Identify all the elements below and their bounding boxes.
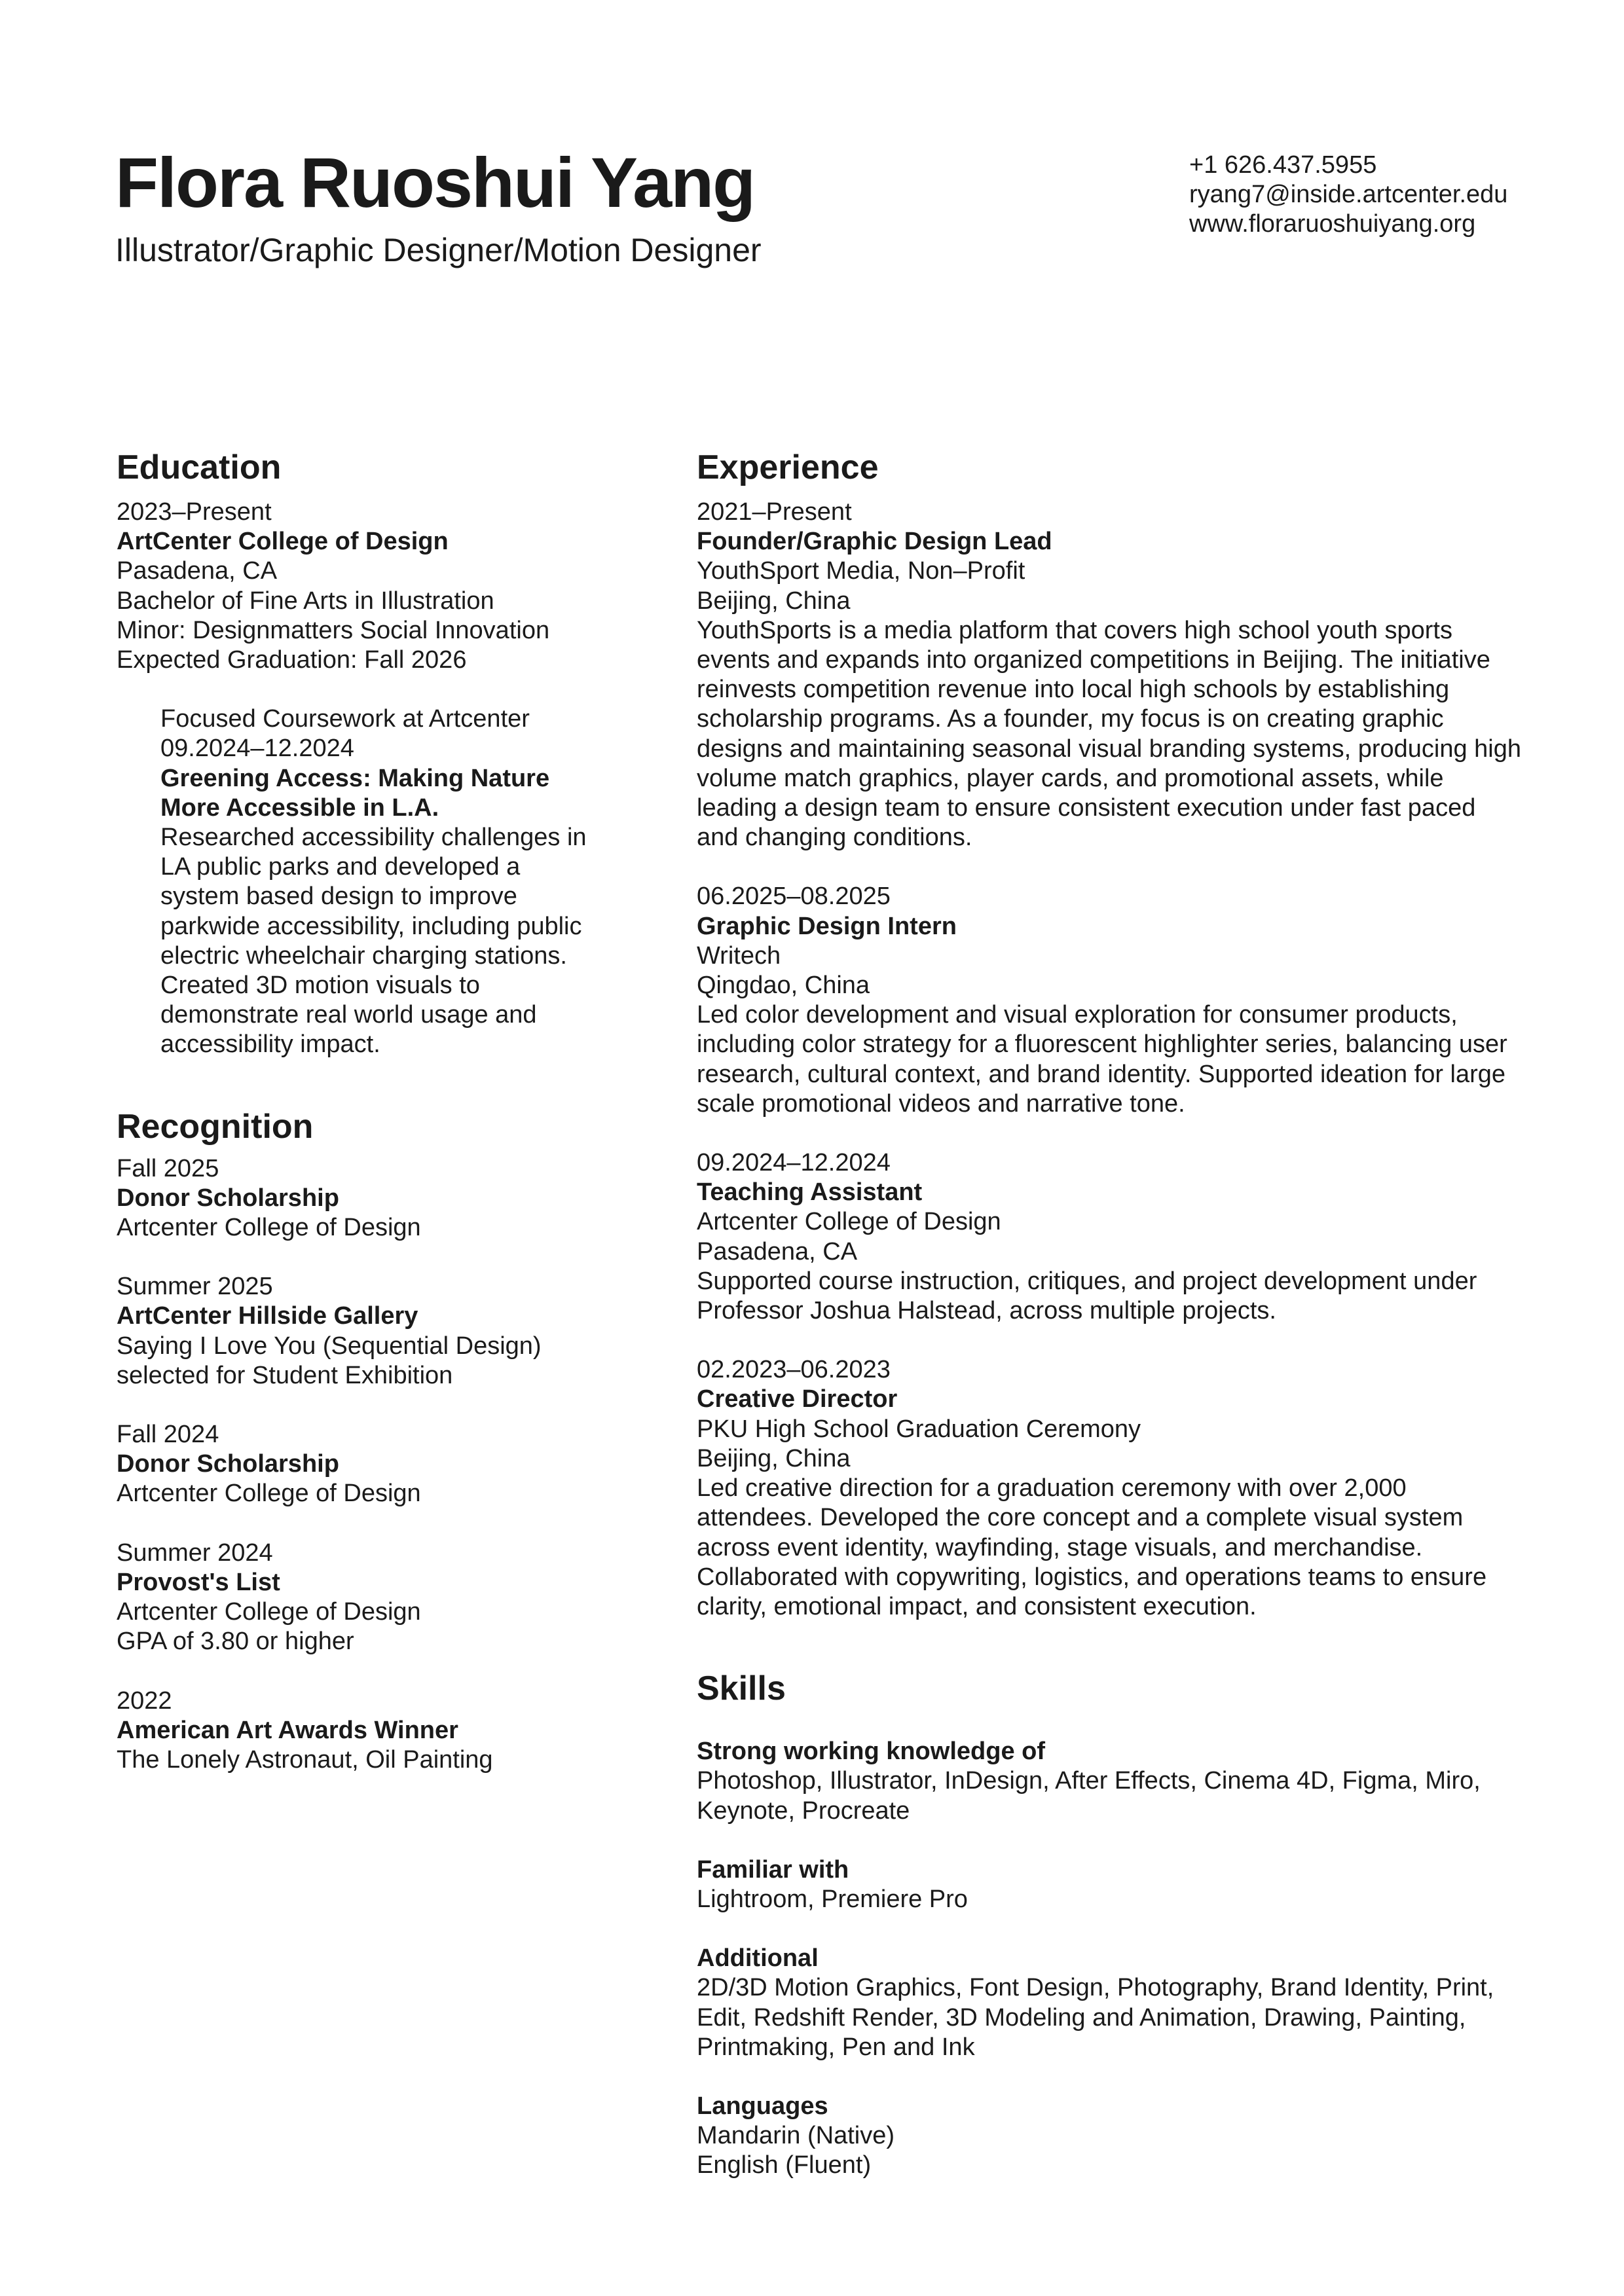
skills-group-value: Photoshop, Illustrator, InDesign, After Effects, Cinema 4D, Figma, Miro, Keynote, Procreate — [697, 1767, 1481, 1825]
coursework-block — [117, 704, 614, 1059]
recognition-detail: selected for Student Exhibition — [117, 1361, 453, 1389]
right-column — [697, 445, 1548, 2181]
education-date: 2023–Present — [117, 498, 272, 526]
experience-heading: Experience — [697, 448, 879, 486]
recognition-item — [117, 1539, 614, 1657]
skills-group — [697, 1855, 1548, 1914]
experience-role: Graphic Design Intern — [697, 912, 957, 940]
experience-description: Led creative direction for a graduation ceremony with over 2,000 attendees. Developed the core concept and a complete visual system across event identity, wayfinding, stage visuals, and merchandise. Collaborated with copywriting, logistics, and operations teams to ensure clarity, emotional impact, and consistent execution. — [697, 1474, 1487, 1620]
left-column — [117, 445, 614, 1775]
recognition-detail: GPA of 3.80 or higher — [117, 1628, 354, 1656]
recognition-title: Provost's List — [117, 1568, 280, 1596]
coursework-description: Researched accessibility challenges in LA public parks and developed a system based design to improve parkwide accessibility, including public electric wheelchair charging stations. Created 3D motion visuals to demonstrate real world usage and accessibility impact. — [160, 824, 587, 1059]
experience-company: Writech — [697, 941, 781, 970]
education-location: Pasadena, CA — [117, 557, 278, 585]
coursework-heading: Focused Coursework at Artcenter — [160, 705, 530, 733]
recognition-date: 2022 — [117, 1686, 172, 1715]
contact-phone: +1 626.437.5955 — [1189, 151, 1377, 179]
skills-group-label: Familiar with — [697, 1855, 849, 1884]
experience-description: Led color development and visual exploration for consumer products, including color strategy for a fluorescent highlighter series, balancing user research, cultural context, and brand identity. Supported ideation for large scale promotional videos and narrative tone. — [697, 1001, 1507, 1118]
recognition-date: Fall 2024 — [117, 1421, 219, 1449]
recognition-item — [117, 1154, 614, 1243]
recognition-item — [117, 1272, 614, 1391]
recognition-detail: The Lonely Astronaut, Oil Painting — [117, 1745, 493, 1774]
experience-role: Founder/Graphic Design Lead — [697, 528, 1052, 556]
recognition-item — [117, 1686, 614, 1776]
experience-company: PKU High School Graduation Ceremony — [697, 1415, 1141, 1443]
recognition-date: Summer 2024 — [117, 1539, 273, 1567]
experience-item — [697, 1355, 1548, 1622]
experience-location: Beijing, China — [697, 1444, 851, 1472]
skills-group-value: 2D/3D Motion Graphics, Font Design, Photography, Brand Identity, Print, Edit, Redshift Render, 3D Modeling and Animation, Drawing, Painting, Printmaking, Pen and Ink — [697, 1974, 1494, 2061]
experience-location: Pasadena, CA — [697, 1237, 858, 1266]
education-heading: Education — [117, 448, 282, 486]
coursework-date: 09.2024–12.2024 — [160, 735, 354, 763]
skills-group-label: Languages — [697, 2092, 828, 2120]
recognition-date: Summer 2025 — [117, 1273, 273, 1301]
experience-item — [697, 882, 1548, 1119]
experience-role: Teaching Assistant — [697, 1178, 923, 1207]
skills-group-value: English (Fluent) — [697, 2151, 872, 2179]
recognition-heading: Recognition — [117, 1107, 314, 1146]
skills-group-value: Mandarin (Native) — [697, 2122, 895, 2150]
recognition-date: Fall 2025 — [117, 1154, 219, 1182]
education-minor: Minor: Designmatters Social Innovation — [117, 616, 550, 644]
recognition-title: Donor Scholarship — [117, 1450, 339, 1478]
recognition-title: Donor Scholarship — [117, 1184, 339, 1212]
experience-item — [697, 498, 1548, 852]
coursework-project-title: Greening Access: Making Nature — [160, 764, 550, 792]
experience-company: YouthSport Media, Non–Profit — [697, 557, 1025, 585]
experience-section — [697, 445, 1548, 1622]
experience-date: 02.2023–06.2023 — [697, 1356, 891, 1384]
experience-date: 06.2025–08.2025 — [697, 883, 891, 911]
recognition-item — [117, 1420, 614, 1509]
skills-section — [697, 1666, 1548, 2180]
contact-email: ryang7@inside.artcenter.edu — [1189, 181, 1508, 208]
education-graduation: Expected Graduation: Fall 2026 — [117, 646, 467, 674]
experience-item — [697, 1148, 1548, 1326]
skills-group-label: Additional — [697, 1944, 819, 1973]
resume-name: Flora Ruoshui Yang — [115, 143, 755, 222]
skills-group-value: Lightroom, Premiere Pro — [697, 1885, 968, 1913]
skills-group — [697, 1737, 1548, 1826]
recognition-detail: Saying I Love You (Sequential Design) — [117, 1332, 542, 1360]
skills-group-label: Strong working knowledge of — [697, 1738, 1045, 1766]
experience-description: YouthSports is a media platform that covers high school youth sports events and expands into organized competitions in Beijing. The initiative reinvests competition revenue into local high schools by establishing scholarship programs. As a founder, my focus is on creating graphic designs and maintaining seasonal visual branding systems, producing high volume match graphics, player cards, and promotional assets, while leading a design team to ensure consistent execution under fast paced and changing conditions. — [697, 616, 1521, 852]
recognition-title: ArtCenter Hillside Gallery — [117, 1302, 418, 1330]
recognition-section — [117, 1104, 614, 1775]
experience-description: Supported course instruction, critiques, and project development under Professor Joshua Halstead, across multiple projects. — [697, 1267, 1477, 1325]
experience-date: 2021–Present — [697, 498, 852, 526]
contact-website: www.floraruoshuiyang.org — [1189, 210, 1476, 238]
skills-group — [697, 2092, 1548, 2181]
skills-group — [697, 1944, 1548, 2062]
recognition-title: American Art Awards Winner — [117, 1716, 458, 1744]
education-section — [117, 445, 614, 1060]
experience-location: Qingdao, China — [697, 972, 870, 1000]
resume-title: Illustrator/Graphic Designer/Motion Designer — [115, 232, 762, 268]
experience-role: Creative Director — [697, 1385, 898, 1413]
recognition-detail: Artcenter College of Design — [117, 1598, 421, 1626]
experience-date: 09.2024–12.2024 — [697, 1149, 891, 1177]
education-degree: Bachelor of Fine Arts in Illustration — [117, 587, 494, 615]
experience-location: Beijing, China — [697, 587, 851, 615]
contact-block — [1189, 151, 1507, 239]
coursework-project-title-cont: More Accessible in L.A. — [160, 793, 439, 822]
recognition-detail: Artcenter College of Design — [117, 1214, 421, 1242]
skills-heading: Skills — [697, 1669, 786, 1708]
experience-company: Artcenter College of Design — [697, 1208, 1001, 1236]
recognition-detail: Artcenter College of Design — [117, 1480, 421, 1508]
education-school: ArtCenter College of Design — [117, 528, 449, 556]
